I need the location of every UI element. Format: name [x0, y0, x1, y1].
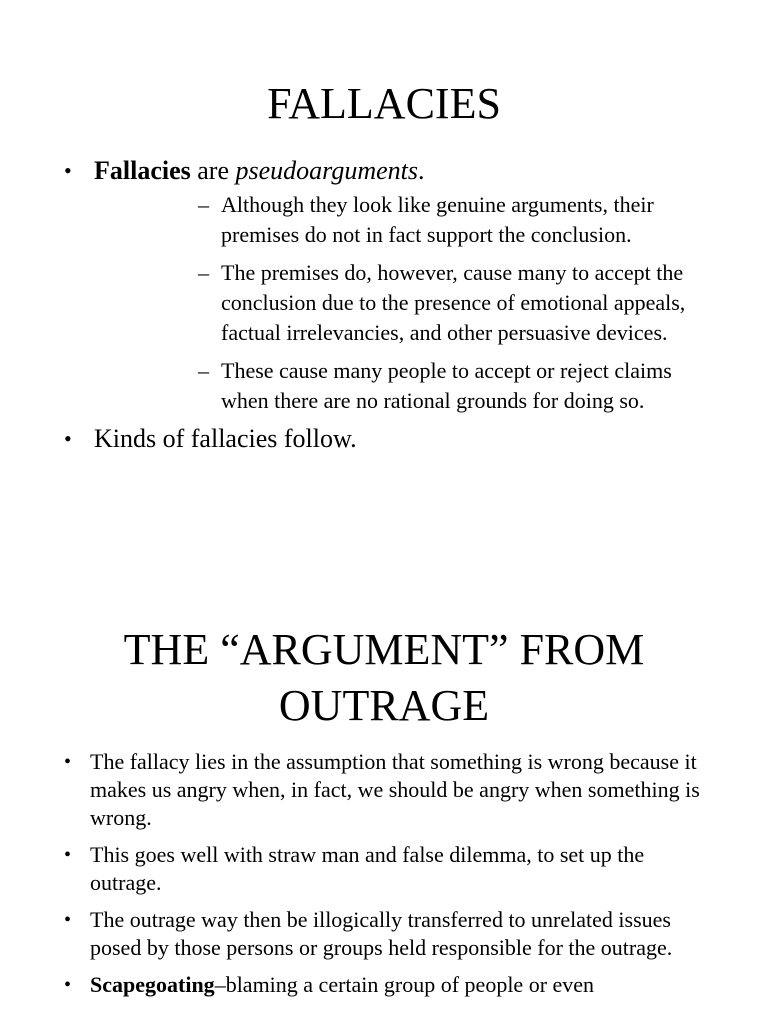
- slide-argument-from-outrage: [0, 512, 768, 1024]
- bullet-list: [0, 748, 768, 999]
- term-pseudoarguments: pseudoarguments: [235, 156, 418, 185]
- slide-title-line2: OUTRAGE: [278, 681, 490, 730]
- slide-title-line1: THE “ARGUMENT” FROM: [123, 625, 645, 674]
- sub-bullet-item: – The premises do, however, cause many to accept the conclusion due to the presence of emotional appeals, factual irrelevancies, and other persuasive devices.: [94, 258, 768, 348]
- bullet-item: • The fallacy lies in the assumption that something is wrong because it makes us angry when, in fact, we should be angry when something is wrong.: [0, 748, 768, 832]
- bullet-item-definition: [0, 156, 768, 416]
- slide-title: FALLACIES: [267, 79, 501, 128]
- sub-bullet-item: – Although they look like genuine arguments, their premises do not in fact support the conclusion.: [94, 190, 768, 250]
- text-are: are: [190, 156, 236, 185]
- sub-bullet-item: – These cause many people to accept or reject claims when there are no rational grounds for doing so.: [94, 356, 768, 416]
- bullet-item-scapegoating: [0, 971, 768, 999]
- bullet-item: • This goes well with straw man and false dilemma, to set up the outrage.: [0, 841, 768, 897]
- bullet-item: • The outrage way then be illogically transferred to unrelated issues posed by those persons or groups held responsible for the outrage.: [0, 906, 768, 962]
- slide-title: [0, 512, 768, 734]
- bullet-list: [0, 156, 768, 454]
- term-scapegoating: Scapegoating: [90, 972, 215, 997]
- scapegoating-definition: –blaming a certain group of people or even: [214, 972, 595, 997]
- text-period: .: [418, 156, 425, 185]
- bullet-item-kinds: • Kinds of fallacies follow.: [0, 424, 768, 454]
- term-fallacies: Fallacies: [94, 156, 191, 185]
- sub-bullet-list: [94, 190, 768, 416]
